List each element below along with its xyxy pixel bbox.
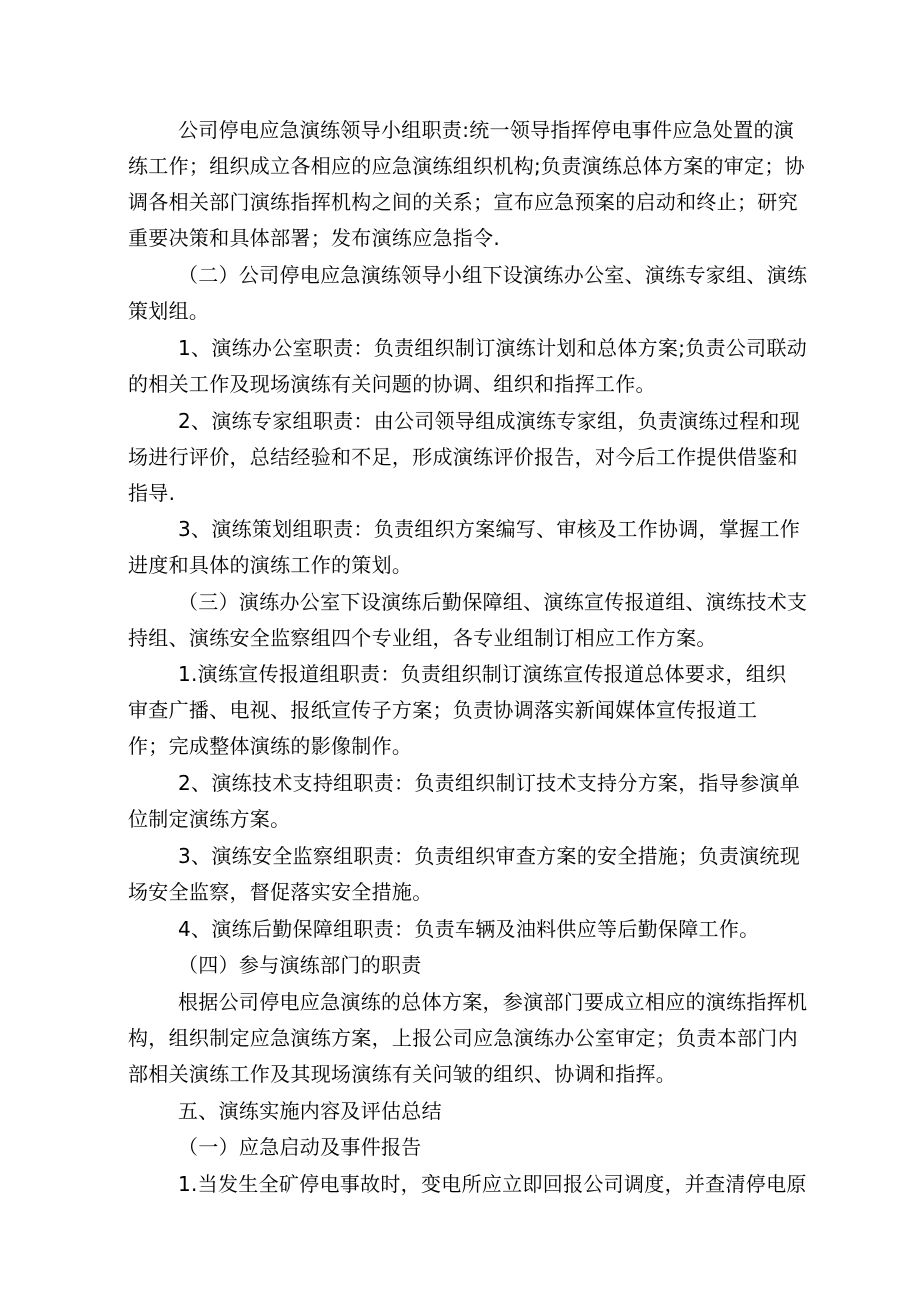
- text-line: 练工作；组织成立各相应的应急演练组织机构;负责演练总体方案的审定；协: [128, 154, 805, 178]
- text-line: 构，组织制定应急演练方案，上报公司应急演练办公室审定；负责本部门内: [128, 1026, 798, 1050]
- text-line: 五、演练实施内容及评估总结: [178, 1099, 442, 1123]
- text-line: 场安全监察，督促落实安全措施。: [128, 880, 433, 904]
- text-line: （四）参与演练部门的职责: [178, 953, 422, 977]
- text-line: 场进行评价，总结经验和不足，形成演练评价报告，对今后工作提供借鉴和: [128, 445, 798, 469]
- text-line: 4、演练后勤保障组职责：负责车辆及油料供应等后勤保障工作。: [178, 917, 760, 941]
- text-line: 重要决策和具体部署；发布演练应急指令.: [128, 226, 501, 250]
- text-line: （一）应急启动及事件报告: [178, 1135, 422, 1159]
- text-line: 3、演练策划组职责：负责组织方案编写、审核及工作协调，掌握工作: [178, 517, 801, 541]
- text-line: 的相关工作及现场演练有关问题的协调、组织和指挥工作。: [128, 372, 656, 396]
- text-line: 位制定演练方案。: [128, 807, 291, 831]
- text-line: 3、演练安全监察组职责：负责组织审查方案的安全措施；负责演统现: [178, 844, 801, 868]
- text-line: 持组、演练安全监察组四个专业组，各专业组制订相应工作方案。: [128, 626, 717, 650]
- text-line: 部相关演练工作及其现场演练有关问皱的组织、协调和指挥。: [128, 1062, 677, 1086]
- text-line: 2、演练技术支持组职责：负责组织制订技术支持分方案，指导参演单: [178, 771, 801, 795]
- text-line: 1.演练宣传报道组职责：负责组织制订演练宣传报道总体要求，组织: [178, 662, 787, 686]
- text-line: （三）演练办公室下设演练后勤保障组、演练宣传报道组、演练技术支: [178, 590, 808, 614]
- text-line: 调各相关部门演练指挥机构之间的关系；宣布应急预案的启动和终止；研究: [128, 190, 798, 214]
- text-line: 策划组。: [128, 299, 210, 323]
- text-line: 审查广播、电视、报纸宣传子方案；负责协调落实新闻媒体宣传报道工: [128, 698, 758, 722]
- text-line: 1、演练办公室职责：负责组织制订演练计划和总体方案;负责公司联动: [178, 336, 808, 360]
- text-line: 作；完成整体演练的影像制作。: [128, 734, 413, 758]
- text-line: 指导.: [128, 481, 176, 505]
- text-line: 公司停电应急演练领导小组职责:统一领导指挥停电事件应急处置的演: [178, 118, 795, 142]
- text-line: 1.当发生全矿停电事故时，变电所应立即回报公司调度，并查清停电原: [178, 1172, 807, 1196]
- text-line: 根据公司停电应急演练的总体方案，参演部门要成立相应的演练指挥机: [178, 990, 808, 1014]
- text-line: 2、演练专家组职责：由公司领导组成演练专家组，负责演练过程和现: [178, 409, 801, 433]
- text-line: 进度和具体的演练工作的策划。: [128, 553, 413, 577]
- text-line: （二）公司停电应急演练领导小组下设演练办公室、演练专家组、演练: [178, 263, 808, 287]
